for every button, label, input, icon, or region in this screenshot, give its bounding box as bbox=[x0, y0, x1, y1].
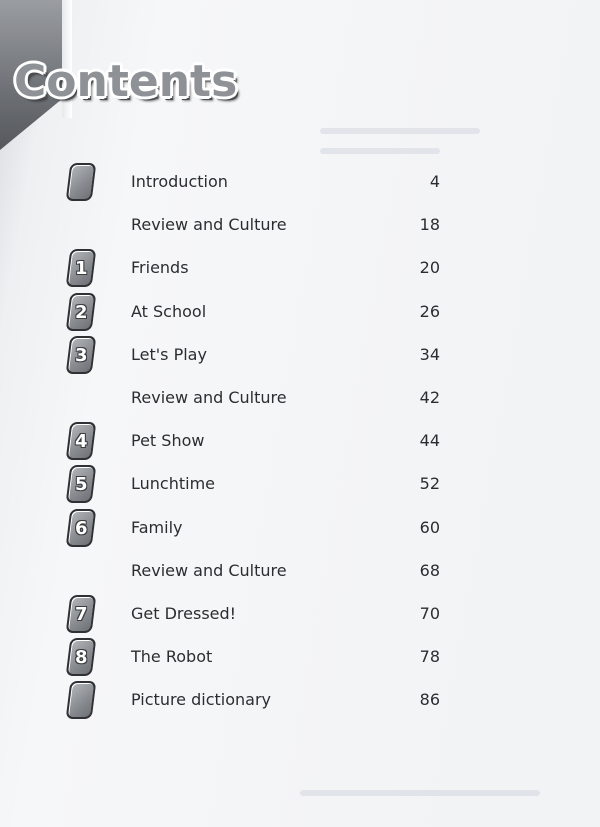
unit-number-badge bbox=[66, 638, 97, 676]
unit-number-badge bbox=[66, 465, 97, 503]
toc-entry[interactable] bbox=[0, 205, 600, 245]
toc-page-number: 34 bbox=[419, 345, 440, 364]
badge-number: 3 bbox=[74, 344, 88, 366]
unit-number-badge bbox=[66, 293, 97, 331]
toc-page-number: 18 bbox=[419, 215, 440, 234]
toc-page-number: 52 bbox=[419, 474, 440, 493]
page-title: Contents bbox=[14, 56, 238, 107]
toc-page-number: 42 bbox=[419, 388, 440, 407]
unit-number-badge bbox=[66, 336, 97, 374]
badge-number: 8 bbox=[74, 646, 88, 668]
toc-entry-title: Family bbox=[131, 518, 183, 537]
toc-entry-title: The Robot bbox=[131, 647, 213, 666]
badge-number: 4 bbox=[74, 430, 88, 452]
toc-page-number: 70 bbox=[419, 604, 440, 623]
badge-number: 5 bbox=[74, 473, 88, 495]
unit-number-badge bbox=[66, 422, 97, 460]
toc-entry[interactable] bbox=[0, 464, 600, 504]
toc-entry[interactable] bbox=[0, 551, 600, 591]
badge-number: 2 bbox=[74, 301, 88, 323]
unit-number-badge bbox=[66, 595, 97, 633]
toc-page-number: 86 bbox=[419, 690, 440, 709]
toc-entry-title: Introduction bbox=[131, 172, 228, 191]
unit-number-badge bbox=[66, 509, 97, 547]
toc-entry-title: Lunchtime bbox=[131, 474, 215, 493]
toc-entry-title: Review and Culture bbox=[131, 388, 287, 407]
toc-page-number: 44 bbox=[419, 431, 440, 450]
toc-entry-title: Let's Play bbox=[131, 345, 207, 364]
toc-entry[interactable] bbox=[0, 637, 600, 677]
toc-entry[interactable] bbox=[0, 378, 600, 418]
toc-page-number: 4 bbox=[429, 172, 440, 191]
toc-entry-title: At School bbox=[131, 302, 207, 321]
toc-entry-title: Get Dressed! bbox=[131, 604, 237, 623]
toc-entry[interactable] bbox=[0, 162, 600, 202]
toc-entry[interactable] bbox=[0, 335, 600, 375]
toc-page-number: 78 bbox=[419, 647, 440, 666]
toc-entry-title: Review and Culture bbox=[131, 215, 287, 234]
toc-entry[interactable] bbox=[0, 594, 600, 634]
toc-entry[interactable] bbox=[0, 508, 600, 548]
toc-page-number: 68 bbox=[419, 561, 440, 580]
section-badge bbox=[66, 163, 97, 201]
toc-entry[interactable] bbox=[0, 680, 600, 720]
badge-number: 6 bbox=[74, 517, 88, 539]
toc-entry-title: Pet Show bbox=[131, 431, 205, 450]
toc-entry[interactable] bbox=[0, 248, 600, 288]
badge-number: 7 bbox=[74, 603, 88, 625]
toc-entry-title: Friends bbox=[131, 258, 189, 277]
toc-entry[interactable] bbox=[0, 421, 600, 461]
unit-number-badge bbox=[66, 249, 97, 287]
toc-entry[interactable] bbox=[0, 292, 600, 332]
toc-page-number: 26 bbox=[419, 302, 440, 321]
section-badge bbox=[66, 681, 97, 719]
toc-page-number: 60 bbox=[419, 518, 440, 537]
badge-number: 1 bbox=[74, 257, 88, 279]
toc-entry-title: Review and Culture bbox=[131, 561, 287, 580]
toc-entry-title: Picture dictionary bbox=[131, 690, 272, 709]
toc-page-number: 20 bbox=[419, 258, 440, 277]
